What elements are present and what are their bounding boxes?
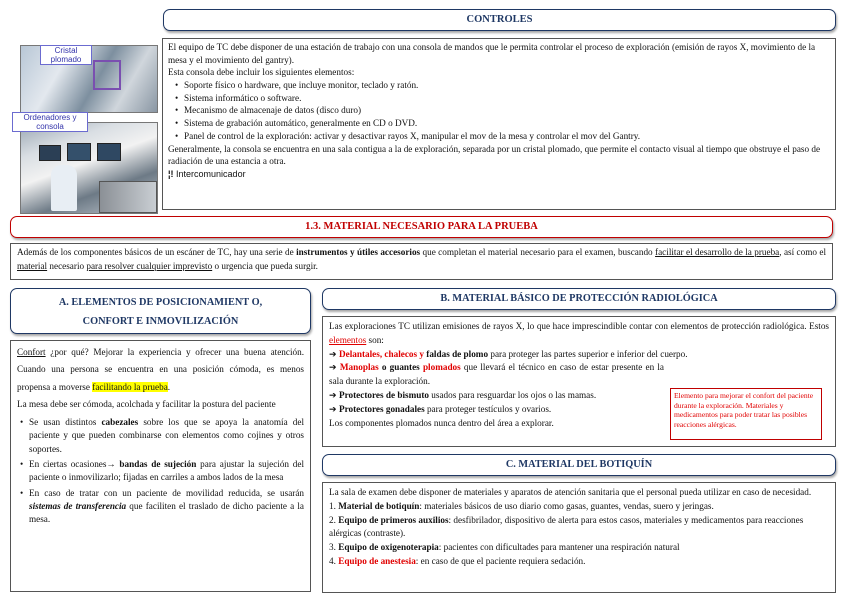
- arrow-icon: ➔: [329, 389, 339, 400]
- list-item: ➔ Protectores gonadales para proteger testículos y ovarios.: [329, 403, 552, 414]
- list-item: • Panel de control de la exploración: activar y desactivar rayos X, manipular el mov de la mesa y controlar el mov del Gantry.: [172, 130, 830, 143]
- side-note: Elemento para mejorar el confort del paciente durante la exploración. Materiales y medicamentos para poder tratar las posibles reacciones alérgicas.: [670, 388, 822, 440]
- monitor-3: [97, 143, 121, 161]
- controles-outro: Generalmente, la consola se encuentra en una sala contigua a la de exploración, separada por un cristal plomado, que permite el contacto visual al tiempo que obstruye el paso de radiación de una estancia a otra.: [168, 143, 821, 167]
- list-item: ➔ Protectores de bismuto usados para resguardar los ojos o las mamas.: [329, 389, 597, 400]
- arrow-icon: ➔: [329, 403, 339, 414]
- list-item: 4. Equipo de anestesia: en caso de que el paciente requiera sedación.: [329, 555, 586, 566]
- list-item: • En ciertas ocasiones→ bandas de sujeción para ajustar la sujeción del paciente o inmovilizarlo; fijadas en carriles a ambos lados de la mesa: [17, 458, 304, 485]
- section-c-title: C. MATERIAL DEL BOTIQUÍN: [322, 454, 836, 476]
- section-c-box: [322, 482, 836, 593]
- section-a-title: A. ELEMENTOS DE POSICIONAMIENT O, CONFORT E INMOVILIZACIÓN: [10, 288, 311, 334]
- section-a-box: [10, 340, 311, 592]
- confort-paragraph: Confort ¿por qué? Mejorar la experiencia y ofrecer una buena atención. Cuando una persona se encuentra en una posición cómoda, es menos propensa a moverse facilitando la prueba.: [17, 347, 304, 392]
- monitor-1: [39, 145, 61, 161]
- list-item: • Se usan distintos cabezales sobre los que se apoya la anatomía del paciente y que pueden combinarse con elementos como cojines y otros soportes.: [17, 416, 304, 456]
- list-item: • Soporte físico o hardware, que incluye monitor, teclado y ratón.: [172, 79, 830, 92]
- section-b-title: B. MATERIAL BÁSICO DE PROTECCIÓN RADIOLÓGICA: [322, 288, 836, 310]
- arrow-icon: ➔: [329, 362, 340, 373]
- list-item: • Sistema informático o software.: [172, 92, 830, 105]
- controles-text-box: [162, 38, 836, 210]
- section-a-list: [17, 416, 304, 527]
- section-c-intro: La sala de examen debe disponer de materiales y aparatos de atención sanitaria que el personal pueda utilizar en caso de necesidad.: [329, 487, 812, 497]
- controles-list: [168, 79, 830, 142]
- intercom-line: ¦! Intercomunicador: [168, 168, 246, 179]
- list-item: 2. Equipo de primeros auxilios: desfibrilador, dispositivo de alerta para estos casos, materiales y medicamentos para reacciones alérgicas (contraste).: [329, 514, 804, 539]
- ordenadores-photo: [20, 122, 158, 214]
- monitor-2: [67, 143, 91, 161]
- controles-intro: El equipo de TC debe disponer de una estación de trabajo con una consola de mandos que le permita controlar el proceso de exploración (emisión de rayos X, movimiento de la mesa y el movimiento del gantry).: [168, 42, 816, 65]
- list-item: • En caso de tratar con un paciente de movilidad reducida, se usarán sistemas de transferencia que faciliten el traslado de dicho paciente a la mesa.: [17, 487, 304, 527]
- window-frame: [93, 60, 121, 90]
- arrow-icon: ➔: [329, 348, 339, 359]
- list-item: 3. Equipo de oxigenoterapia: pacientes con dificultades para mantener una respiración natural: [329, 542, 680, 553]
- mesa-paragraph: La mesa debe ser cómoda, acolchada y facilitar la postura del paciente: [17, 399, 276, 410]
- inset-photo: [99, 181, 157, 213]
- material-section-title: 1.3. MATERIAL NECESARIO PARA LA PRUEBA: [10, 216, 833, 238]
- list-item: 1. Material de botiquín: materiales básicos de uso diario como gasas, guantes, vendas, suero y jeringas.: [329, 500, 714, 511]
- controles-title: CONTROLES: [163, 9, 836, 31]
- list-item: ➔ Delantales, chalecos y faldas de plomo para proteger las partes superior e inferior del cuerpo.: [329, 348, 688, 359]
- section-b-last: Los componentes plomados nunca dentro del área a explorar.: [329, 417, 554, 428]
- controles-list-intro: Esta consola debe incluir los siguientes elementos:: [168, 67, 355, 78]
- cristal-plomado-label: Cristal plomado: [40, 45, 92, 65]
- list-item: ➔ Manoplas o guantes plomados que llevará el técnico en caso de estar presente en la sala durante la exploración.: [329, 362, 664, 387]
- list-item: • Mecanismo de almacenaje de datos (disco duro): [172, 104, 830, 117]
- ordenadores-label: Ordenadores y consola: [12, 112, 88, 132]
- exclamation-icon: ¦!: [168, 168, 174, 179]
- list-item: • Sistema de grabación automático, generalmente en CD o DVD.: [172, 117, 830, 130]
- section-b-intro: Las exploraciones TC utilizan emisiones de rayos X, lo que hace imprescindible contar con elementos de protección radiológica. Estos elementos son:: [329, 321, 829, 345]
- person-figure: [51, 165, 77, 211]
- material-intro-box: Además de los componentes básicos de un escáner de TC, hay una serie de instrumentos y útiles accesorios que completan el material necesario para el examen, buscando facilitar el desarrollo de la prueba, así como el material necesario para resolver cualquier imprevisto o urgencia que pueda surgir.: [10, 243, 833, 280]
